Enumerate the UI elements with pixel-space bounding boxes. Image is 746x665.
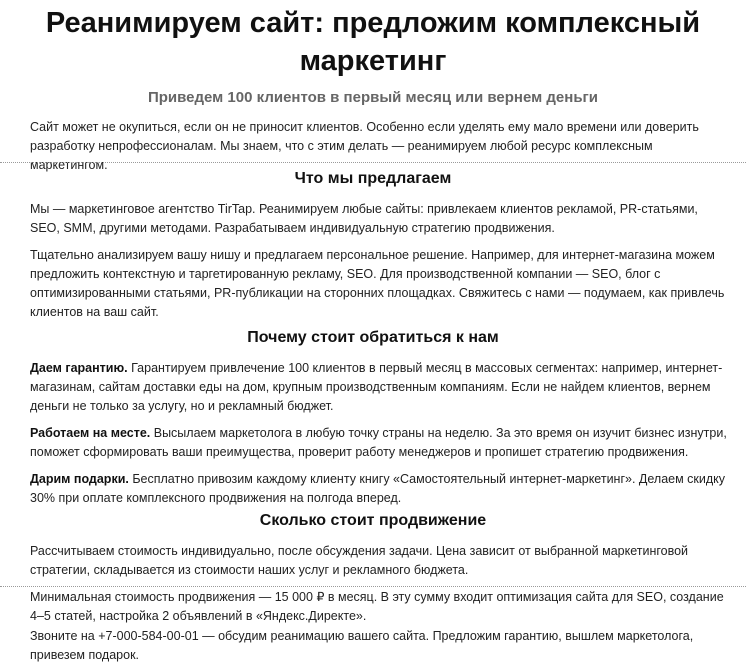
offer-paragraph-text: Тщательно анализируем вашу нишу и предлагаем персональное решение. Например, для интернет-магазина можем предложить контекстную и таргетированную рекламу, SEO. Для производственной компании — SEO, блог с оптимизированными статьями, PR-публикации на сторонних площадках. Свяжитесь с нами — подумаем, как привлечь клиентов на ваш сайт. xyxy=(30,248,725,319)
benefit-title: Работаем на месте. xyxy=(30,426,151,440)
offer-paragraph xyxy=(30,200,730,238)
benefit-title: Даем гарантию. xyxy=(30,361,128,375)
pricing-paragraph xyxy=(30,542,730,580)
intro-paragraph: Сайт может не окупиться, если он не приносит клиентов. Особенно если уделять ему мало времени или доверить разработку непрофессионалам. Мы знаем, что с этим делать — реанимируем любой ресурс комплексным маркетингом. xyxy=(30,120,699,172)
offer-paragraph xyxy=(30,246,730,322)
offer-paragraph-text: Мы — маркетинговое агентство TirTap. Реанимируем любые сайты: привлекаем клиентов рекламой, PR-статьями, SEO, SMM, другими методами. Разрабатываем индивидуальную стратегию продвижения. xyxy=(30,202,698,235)
dotted-divider xyxy=(0,162,746,163)
benefit-paragraph-guarantee xyxy=(30,359,730,416)
dotted-divider xyxy=(0,586,746,587)
benefit-paragraph-gifts xyxy=(30,470,730,508)
section-heading-pricing: Сколько стоит продвижение xyxy=(259,512,487,529)
benefit-text: Бесплатно привозим каждому клиенту книгу «Самостоятельный интернет-маркетинг». Делаем скидку 30% при оплате комплексного продвижения на полгода вперед. xyxy=(30,472,726,505)
benefit-title: Дарим подарки. xyxy=(30,472,129,486)
benefit-paragraph-onsite xyxy=(30,424,730,462)
contact-paragraph-text: Звоните на +7-000-584-00-01 — обсудим реанимацию вашего сайта. Предложим гарантию, вышлем маркетолога, привезем подарок. xyxy=(30,629,694,662)
page-subtitle: Приведем 100 клиентов в первый месяц или вернем деньги xyxy=(147,89,599,106)
benefit-text: Гарантируем привлечение 100 клиентов в первый месяц в массовых сегментах: например, интернет-магазинам, сайтам доставки еды на дом, крупным производственным компаниям. Если не найдем клиентов, вернем деньги не только за услугу, но и рекламный бюджет. xyxy=(30,361,723,413)
page-title: Реанимируем сайт: предложим комплексный маркетинг xyxy=(45,7,701,77)
benefit-text: Высылаем маркетолога в любую точку страны на неделю. За это время он изучит бизнес изнутри, поможет сформировать ваши преимущества, проверит работу менеджеров и пропишет стратегию продвижения. xyxy=(30,426,727,459)
pricing-paragraph-text: Рассчитываем стоимость индивидуально, после обсуждения задачи. Цена зависит от выбранной маркетинговой стратегии, складывается из стоимости наших услуг и рекламного бюджета. xyxy=(30,544,689,577)
pricing-paragraph-text: Минимальная стоимость продвижения — 15 000 ₽ в месяц. В эту сумму входит оптимизация сайта для SEO, создание 4–5 статей, настройка 2 объявлений в «Яндекс.Директе». xyxy=(30,590,724,623)
section-heading-offer: Что мы предлагаем xyxy=(294,170,452,187)
pricing-paragraph xyxy=(30,588,730,626)
contact-paragraph xyxy=(30,627,730,665)
section-heading-why-us: Почему стоит обратиться к нам xyxy=(247,329,499,346)
